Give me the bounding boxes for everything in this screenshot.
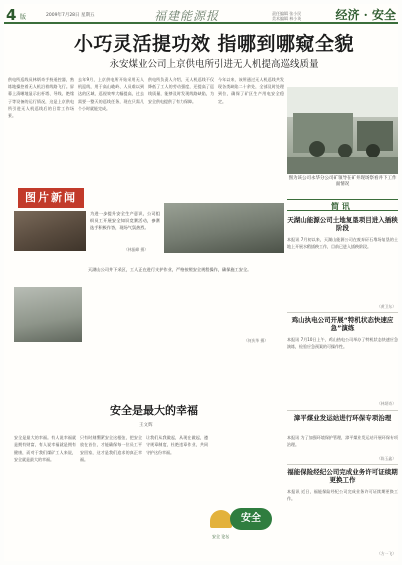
brief-title-2: 鸡山执电公司开展“特机状态快速应急”演练	[291, 316, 394, 332]
brief-title-4: 福能保险经纪公司完成业务许可证续期更换工作	[287, 468, 398, 484]
brief-text-2: 本报讯 7月10日上午，鸡山热电公司举办了特机状态快速应急演练，检验应急预案的可操作性。	[287, 337, 398, 350]
photo-news-image-1	[14, 211, 86, 251]
brief-title-1: 天湖山能源公司土地复垦项目进入插秧阶段	[287, 216, 398, 232]
photo-caption: 图为该公司永华分公司矿领导在矿井现场察看井下工作面情况	[288, 176, 397, 187]
brief-source-2: （林炳奇）	[377, 401, 396, 406]
forum-sign: 安全 论坛	[212, 534, 230, 539]
section-title: 经济 · 安全	[335, 8, 396, 22]
page-label: 版	[20, 14, 27, 21]
photo-news-image-2	[164, 203, 284, 253]
essay-column-3: 让我们从我做起，从现在做起，遵守规章制度，杜绝违章作业，共同守护这份幸福。	[146, 435, 208, 455]
brief-text-3: 本报讯 为了加强环境保护管理，漳平煤业发运站开展环保专项治理。	[287, 435, 398, 448]
essay-column-2: 只有时刻绷紧安全这根弦，把安全放在首位，才能确保每一位员工平安回家，这才是我们追求的真正幸福。	[80, 435, 142, 463]
article-column-2: 去年9月，上京供电所开始采用无人机巡线，用于高山峻岭、人员难以到达的区域，巡视效率大幅提高，过去需要一整天的巡线任务，现在只需几个小时就能完成。	[78, 77, 144, 111]
mine-site-photo	[287, 87, 398, 174]
essay-title: 安全是最大的幸福	[110, 404, 198, 417]
issue-date: 2009年7月28日 星期五	[46, 13, 95, 18]
newspaper-page	[4, 4, 398, 561]
brief-label: 简 讯	[331, 201, 350, 211]
photo-news-author-2: （何庆华 摄）	[244, 338, 268, 343]
photo-news-author-1: （林振峰 摄）	[124, 247, 148, 252]
page-header	[4, 4, 398, 24]
brief-divider	[287, 410, 398, 411]
paper-name: 福建能源报	[154, 9, 220, 23]
editor-credits	[272, 11, 301, 21]
brief-title-3: 漳平煤业发运站进行环保专项治理	[293, 414, 392, 422]
photo-news-caption-1: 为进一步提升安全生产意识，公司组织员工开展安全知识竞赛活动，参赛选手积极作答，现场气氛热烈。	[90, 211, 160, 230]
essay-author: 王文辉	[139, 423, 153, 428]
brief-text-1: 本报讯 7月初以来，天湖山能源公司在废弃矸石堆场复垦的土地上开展水稻插秧工作，目前已进入插秧阶段。	[287, 237, 398, 250]
designer-name: 美术编辑 林小英	[272, 16, 302, 21]
photo-news-caption-2: 天湖山公司井下采区，工人正在进行支护作业，严格按照安全规程操作，确保施工安全。	[88, 267, 252, 272]
page-number: 4	[6, 6, 17, 24]
photo-news-label: 图片新闻	[18, 188, 84, 208]
brief-text-4: 本报讯 近日，福能保险经纪公司完成业务许可证续期更换工作。	[287, 489, 398, 502]
safety-forum-graphic	[204, 504, 284, 558]
brief-source-4: （方一飞）	[377, 551, 396, 556]
brief-source-1: （黄卫东）	[377, 304, 396, 309]
article-column-3: 供电所负责人介绍，无人机巡线不仅降低了工人的劳动强度，还提高了巡线质量，能够及时发现线路缺陷，为安全供电提供了有力保障。	[148, 77, 214, 104]
safety-badge: 安全	[230, 508, 272, 530]
main-subhead: 永安煤业公司上京供电所引进无人机提高巡线质量	[109, 59, 319, 70]
brief-source-3: （陈玉鑫）	[377, 456, 396, 461]
brief-header	[287, 199, 398, 211]
essay-column-1: 安全是最大的幸福。有人说幸福就是拥有财富，有人说幸福就是拥有健康，而对于我们煤矿工人来说，安全就是最大的幸福。	[14, 435, 76, 463]
hardhat-icon	[210, 510, 232, 528]
editor-name: 责任编辑 张小民	[272, 11, 302, 16]
brief-divider	[287, 312, 398, 313]
photo-news-image-3	[14, 287, 82, 342]
main-headline: 小巧灵活提功效 指哪到哪窥全貌	[73, 33, 355, 55]
article-column-1: 供电所巡线员林炳奇手持遥控器，熟练地操控着无人机沿着线路飞行。屏幕上清晰地显示出杆塔、导线、绝缘子等设备的运行情况，这是上京供电所引进无人机巡线后的日常工作场景。	[8, 77, 74, 119]
brief-divider	[287, 464, 398, 465]
article-column-4: 今年以来，该所通过无人机巡线共发现各类缺陷二十余处，全部及时处理到位，确保了矿区生产用电安全稳定。	[218, 77, 284, 104]
mine-site-illustration	[287, 87, 398, 174]
